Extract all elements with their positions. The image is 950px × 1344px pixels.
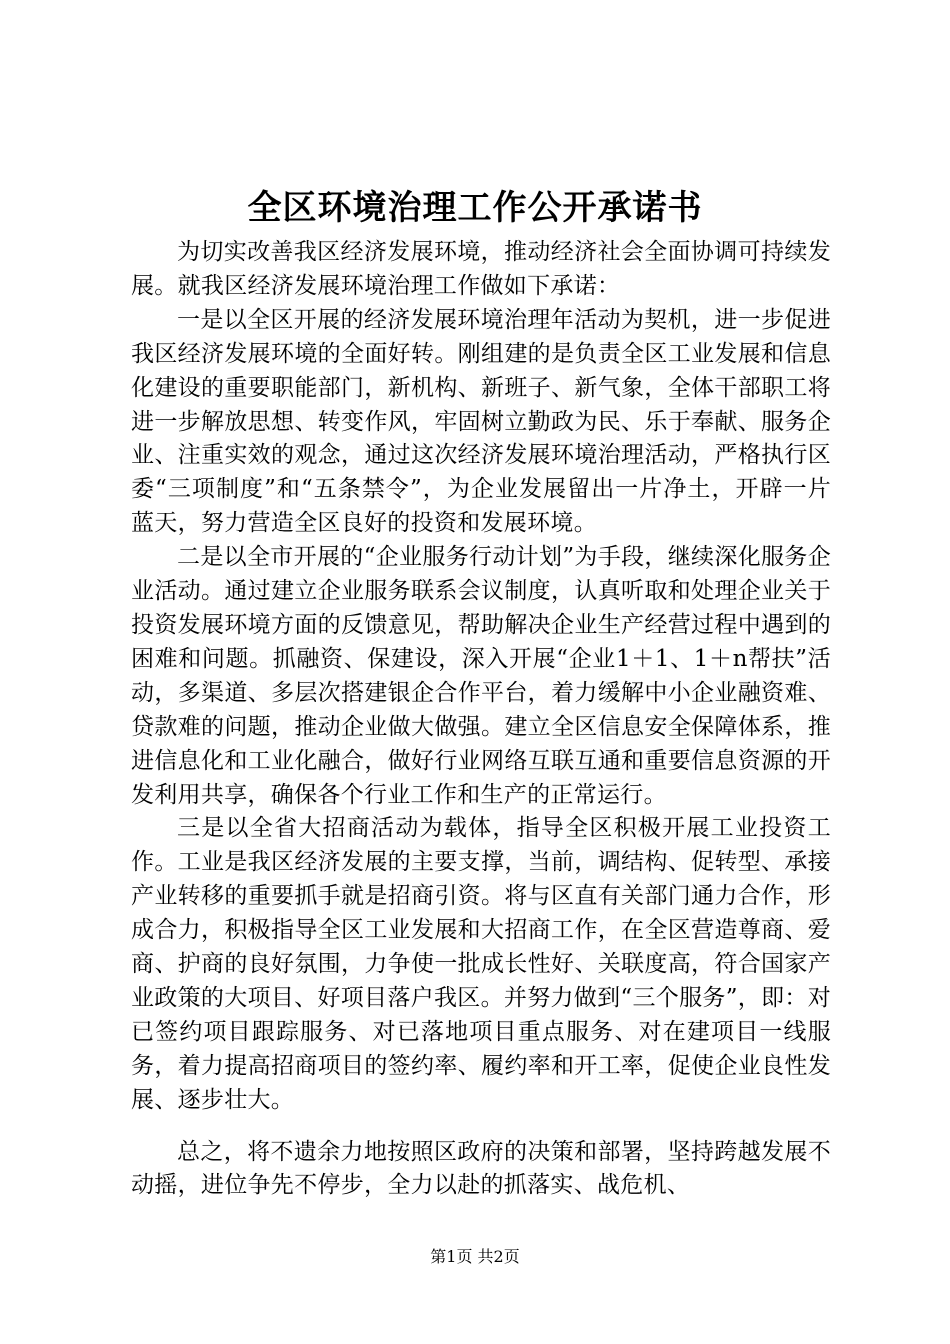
paragraph-commitment-two: 二是以全市开展的“企业服务行动计划”为手段，继续深化服务企业活动。通过建立企业服务联系会议制度，认真听取和处理企业关于投资发展环境方面的反馈意见，帮助解决企业生产经营过程中遇到的困难和问题。抓融资、保建设，深入开展“企业1＋1、1＋n帮扶”活动，多渠道、多层次搭建银企合作平台，着力缓解中小企业融资难、贷款难的问题，推动企业做大做强。建立全区信息安全保障体系，推进信息化和工业化融合，做好行业网络互联互通和重要信息资源的开发利用共享，确保各个行业工作和生产的正常运行。 [131,544,831,808]
document-title: 全区环境治理工作公开承诺书 [247,188,703,228]
paragraph-conclusion: 总之，将不遗余力地按照区政府的决策和部署，坚持跨越发展不动摇，进位争先不停步，全力以赴的抓落实、战危机、 [131,1138,831,1199]
paragraph-commitment-one: 一是以全区开展的经济发展环境治理年活动为契机，进一步促进我区经济发展环境的全面好转。刚组建的是负责全区工业发展和信息化建设的重要职能部门，新机构、新班子、新气象，全体干部职工将进一步解放思想、转变作风，牢固树立勤政为民、乐于奉献、服务企业、注重实效的观念，通过这次经济发展环境治理活动，严格执行区委“三项制度”和“五条禁令”，为企业发展留出一片净土，开辟一片蓝天，努力营造全区良好的投资和发展环境。 [131,306,831,537]
page-indicator: 第1页 共2页 [430,1247,520,1266]
document-body [131,236,831,1203]
paragraph-commitment-three: 三是以全省大招商活动为载体，指导全区积极开展工业投资工作。工业是我区经济发展的主要支撑，当前，调结构、促转型、承接产业转移的重要抓手就是招商引资。将与区直有关部门通力合作，形成合力，积极指导全区工业发展和大招商工作，在全区营造尊商、爱商、护商的良好氛围，力争使一批成长性好、关联度高，符合国家产业政策的大项目、好项目落户我区。并努力做到“三个服务”，即：对已签约项目跟踪服务、对已落地项目重点服务、对在建项目一线服务，着力提高招商项目的签约率、履约率和开工率，促使企业良性发展、逐步壮大。 [131,815,831,1113]
paragraph-intro: 为切实改善我区经济发展环境，推动经济社会全面协调可持续发展。就我区经济发展环境治理工作做如下承诺： [131,239,831,299]
